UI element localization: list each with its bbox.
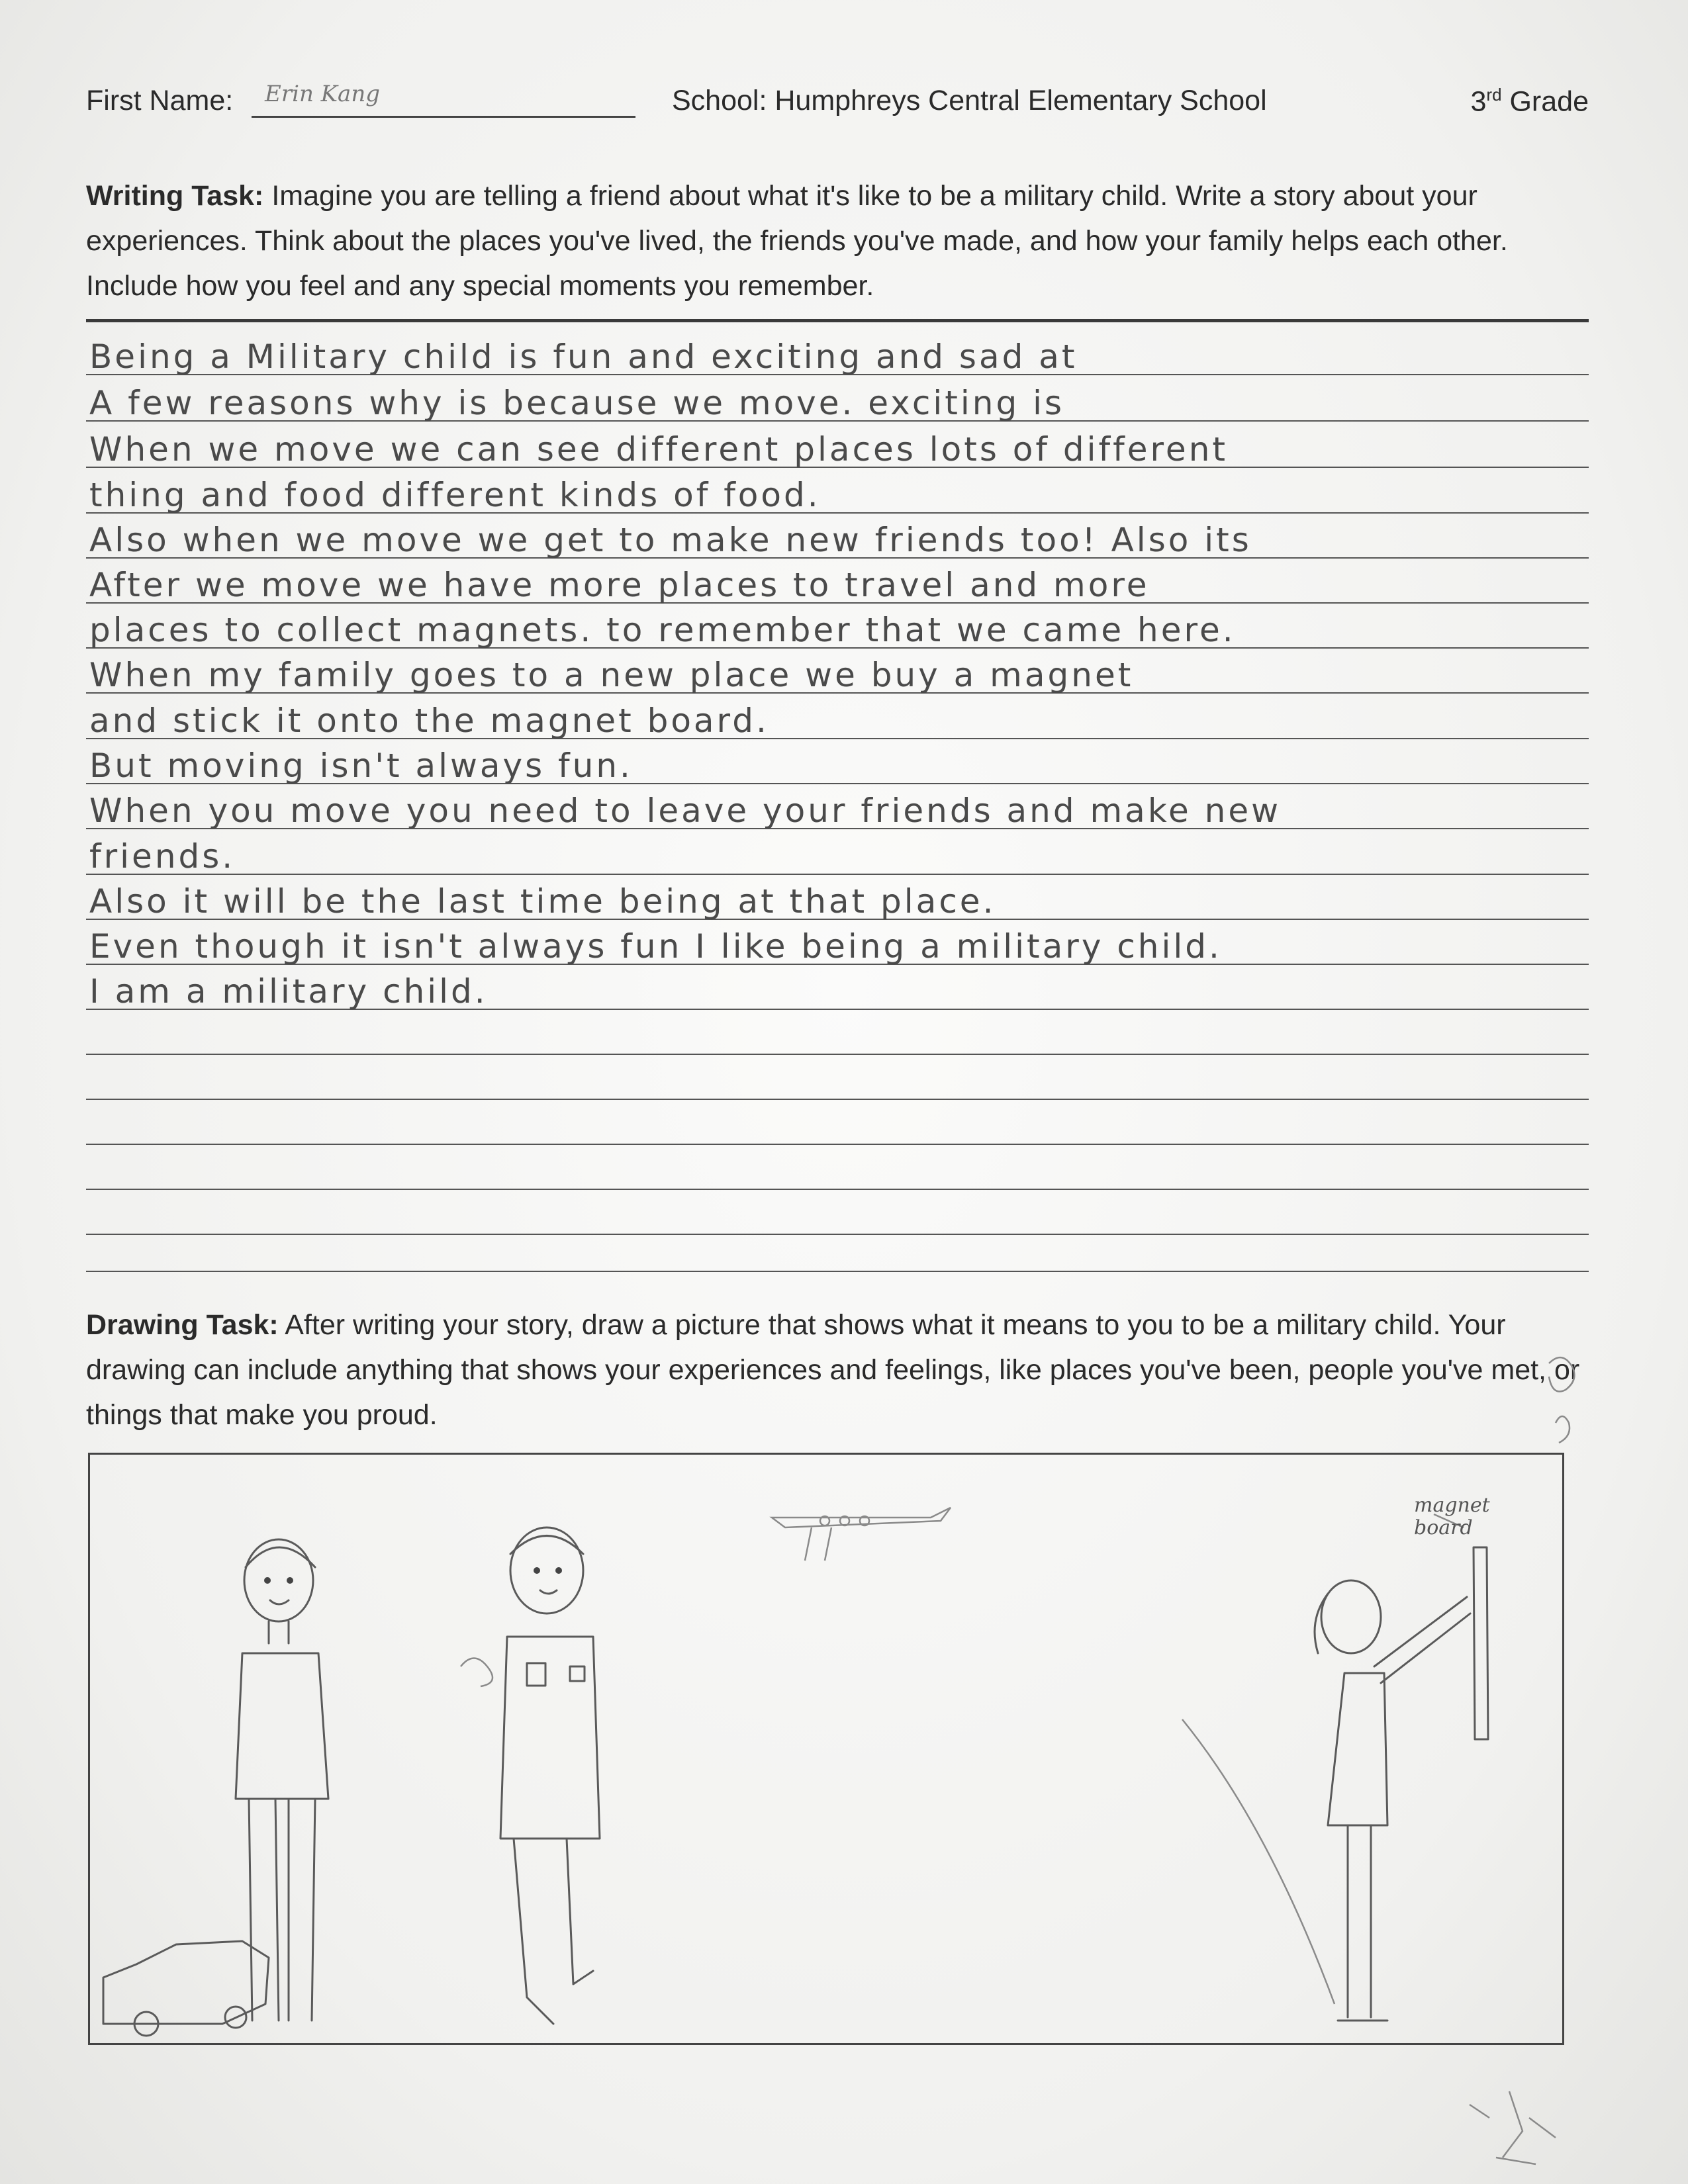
story-line: But moving isn't always fun. [89,747,633,785]
writing-line [86,1189,1589,1190]
writing-line [86,1271,1589,1272]
margin-doodle [1542,1350,1582,1449]
writing-task-label: Writing Task: [86,180,264,212]
grade-number: 3 [1470,85,1487,118]
story-line: When my family goes to a new place we buy a magnet [89,656,1134,694]
grade-word: Grade [1509,85,1589,118]
story-line: When you move you need to leave your friends and make new [89,792,1281,830]
story-line: A few reasons why is because we move. exciting is [89,384,1065,422]
magnet-board-sketch [1434,1514,1488,1739]
pencil-drawing [90,1455,1562,2043]
story-line: When we move we can see different places lots of different [89,430,1228,469]
writing-task-text: Imagine you are telling a friend about what it's like to be a military child. Write a story about your experiences. Think about the places you've lived, the friends you've made, and how your family helps each other. Include how you feel and any special moments you remember. [86,180,1508,302]
car-sketch [103,1941,269,2036]
person-sketch-left [236,1539,328,2021]
story-line: and stick it onto the magnet board. [89,702,769,740]
story-line: Being a Military child is fun and exciting and sad at [89,338,1078,376]
magnet-board-label [1414,1494,1490,1539]
writing-line [86,1234,1589,1235]
grade-label [1470,85,1589,118]
writing-line [86,1099,1589,1100]
drawing-task-text: After writing your story, draw a picture that shows what it means to you to be a military child. Your drawing can include anything that shows your experiences and feelings, like places you've been, people you've met, or things that make you proud. [86,1309,1580,1431]
airplane-sketch [772,1508,951,1561]
school-name: School: Humphreys Central Elementary School [672,85,1267,116]
girl-sketch [1315,1580,1470,2021]
writing-task [86,173,1592,308]
soldier-sketch [461,1527,600,2024]
story-line: After we move we have more places to travel and more [89,566,1150,604]
story-line: Also when we move we get to make new friends too! Also its [89,521,1252,559]
story-line: I am a military child. [89,972,488,1011]
section-divider [86,319,1589,322]
corner-doodle [1456,2078,1575,2177]
drawing-task-label: Drawing Task: [86,1309,279,1341]
worksheet-header [86,81,1589,131]
drawing-area [88,1453,1564,2045]
first-name-label: First Name: [86,85,234,116]
caption-line: board [1414,1516,1473,1539]
grade-suffix: rd [1486,85,1502,105]
story-line: places to collect magnets. to remember that we came here. [89,611,1236,649]
writing-line [86,1144,1589,1145]
drawing-task [86,1302,1592,1437]
writing-line [86,1054,1589,1055]
motion-line [1182,1719,1335,2004]
story-line: Also it will be the last time being at that place. [89,882,996,921]
story-line: Even though it isn't always fun I like being a military child. [89,927,1222,966]
caption-line: magnet [1414,1494,1490,1517]
first-name-field[interactable]: Erin Kang [252,81,635,118]
story-line: thing and food different kinds of food. [89,476,821,514]
story-line: friends. [89,837,236,876]
